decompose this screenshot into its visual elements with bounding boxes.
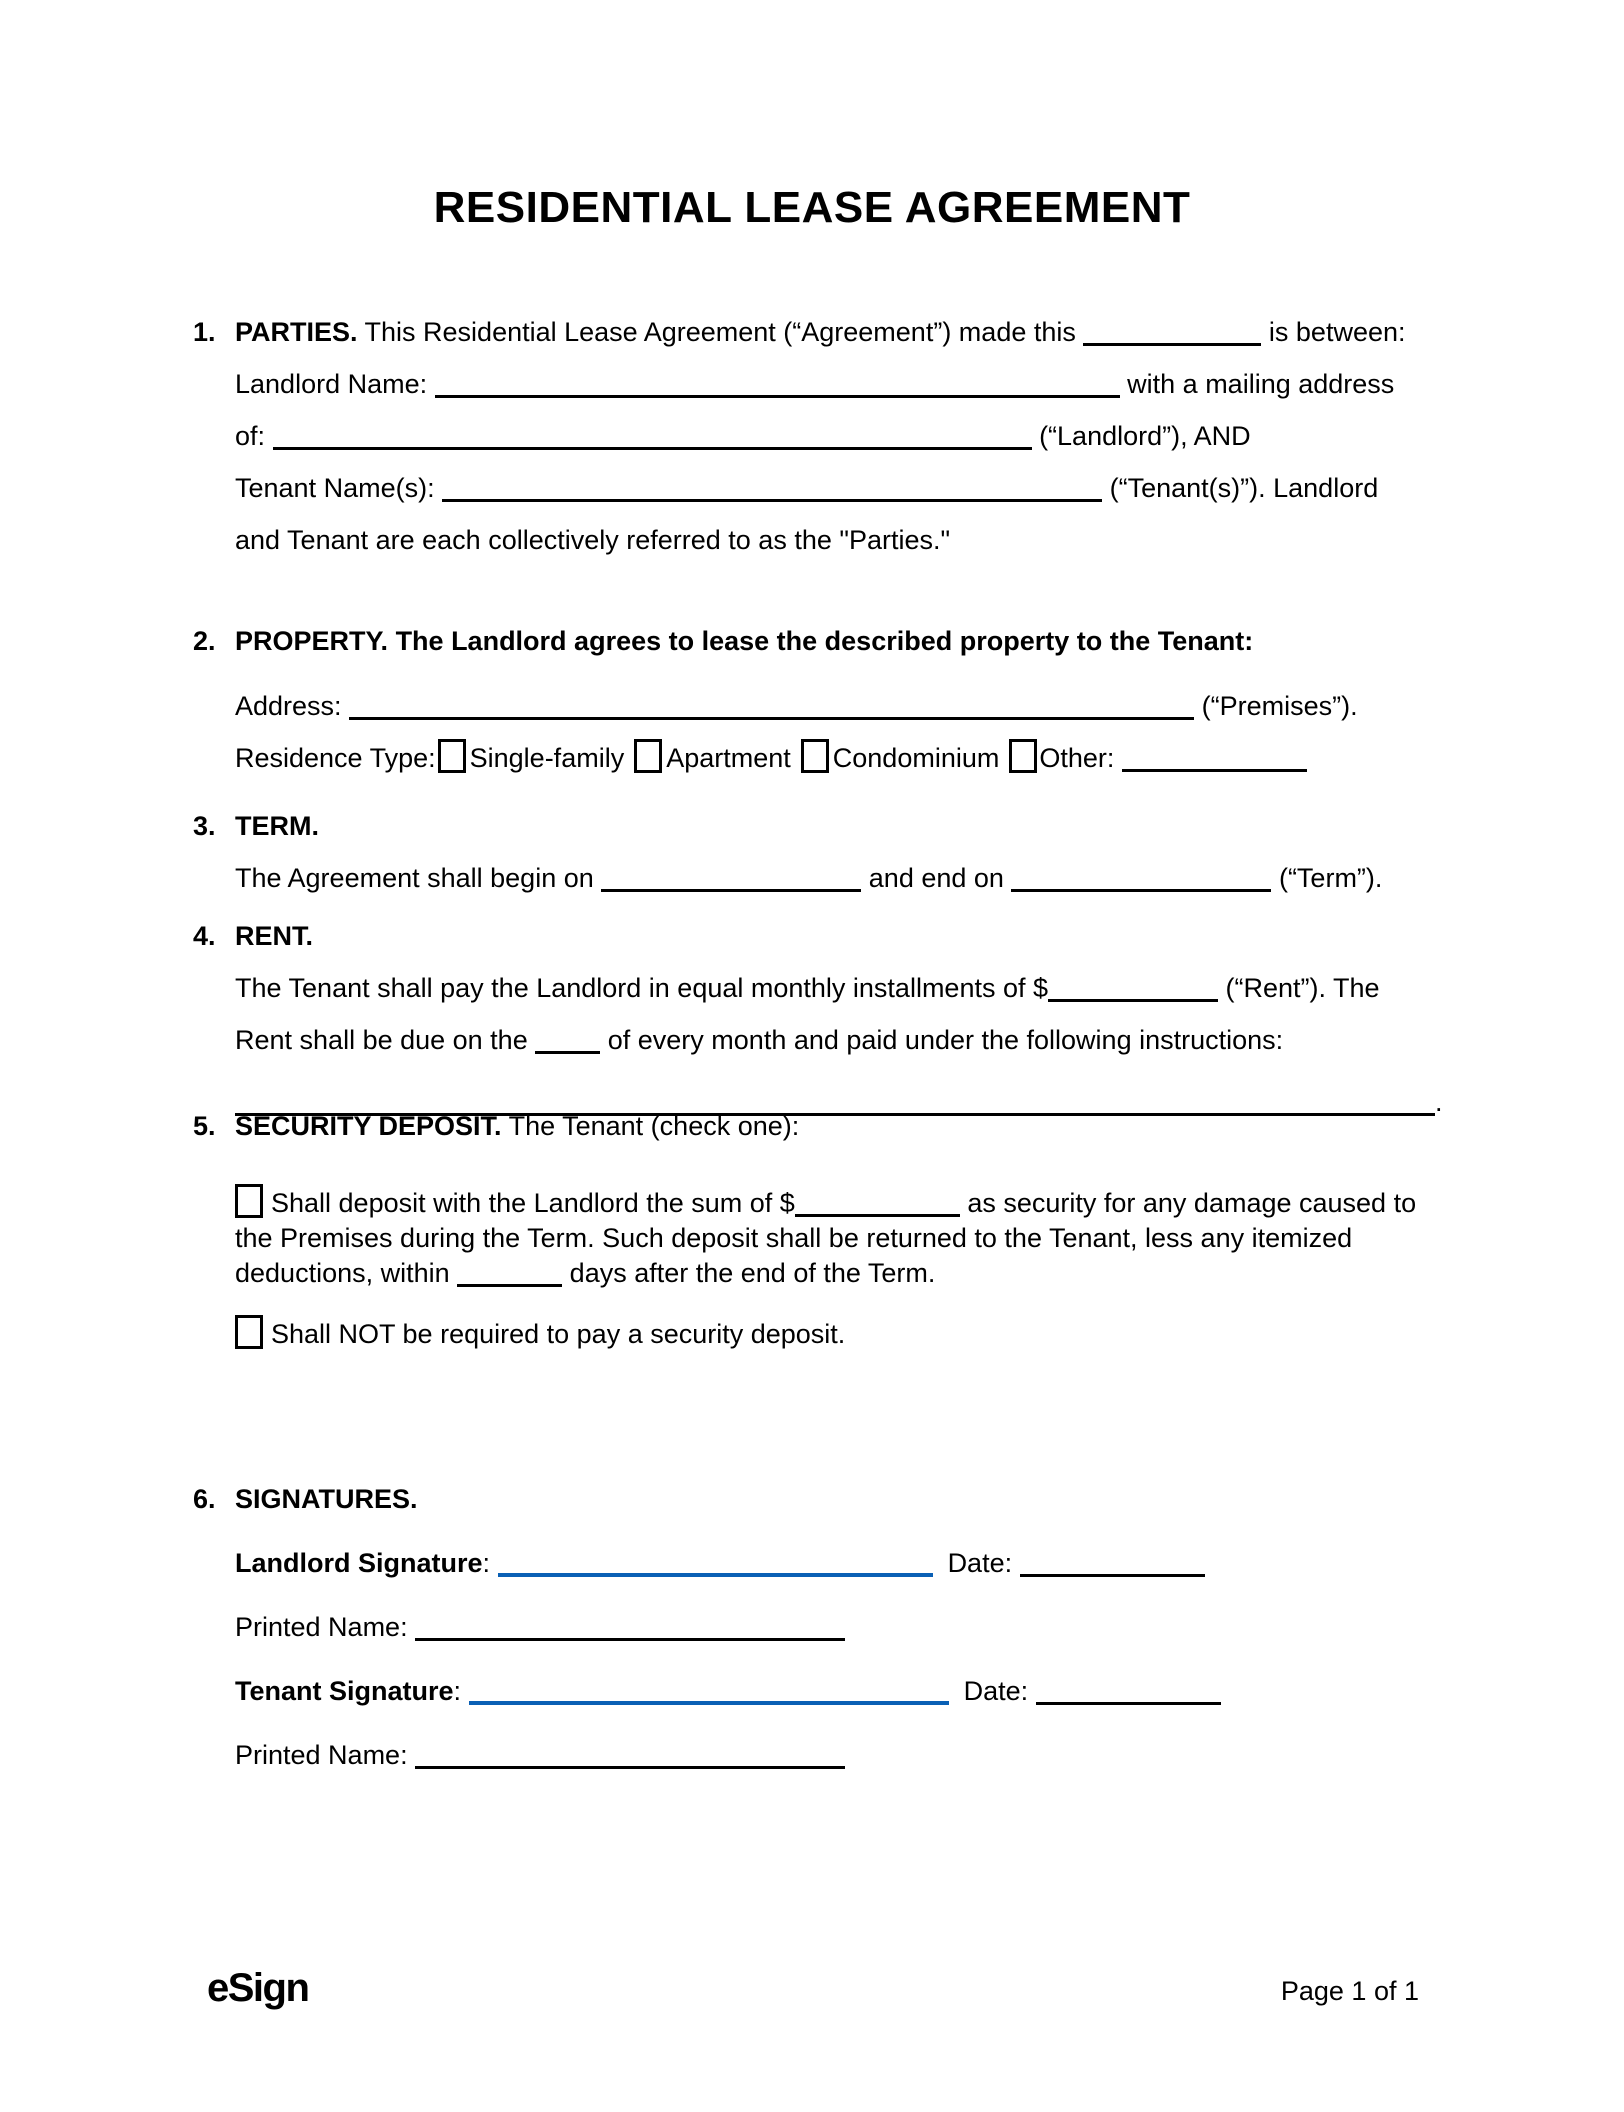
tenant-date-blank[interactable] bbox=[1036, 1676, 1221, 1705]
landlord-signature-label: Landlord Signature bbox=[235, 1548, 483, 1578]
term-line bbox=[235, 852, 1453, 904]
section-signatures bbox=[193, 1473, 1453, 1781]
label-colon: : bbox=[482, 1548, 491, 1578]
term-mid-text: and end on bbox=[868, 863, 1004, 893]
section-number: 5. bbox=[193, 1111, 216, 1141]
checkbox-apartment[interactable] bbox=[634, 739, 662, 773]
signatures-heading-line bbox=[193, 1473, 1453, 1525]
parties-intro-pre: This Residential Lease Agreement (“Agreement”) made this bbox=[364, 317, 1076, 347]
landlord-name-post: with a mailing address bbox=[1127, 369, 1395, 399]
document-title: RESIDENTIAL LEASE AGREEMENT bbox=[433, 183, 1191, 232]
rent-heading-line bbox=[193, 910, 1453, 962]
mailing-address-post: (“Landlord”), AND bbox=[1039, 421, 1251, 451]
tenant-signature-label: Tenant Signature bbox=[235, 1676, 454, 1706]
option-apartment-label: Apartment bbox=[666, 743, 791, 773]
tenant-signature-field[interactable] bbox=[469, 1675, 949, 1705]
section-heading: SIGNATURES. bbox=[235, 1484, 418, 1514]
property-address-line bbox=[235, 680, 1453, 732]
parties-line-3 bbox=[235, 410, 1453, 462]
landlord-signature-row bbox=[235, 1537, 1453, 1589]
property-heading-line bbox=[193, 615, 1453, 667]
section-rent bbox=[193, 910, 1453, 1128]
term-end-date-blank[interactable] bbox=[1011, 863, 1271, 892]
parties-intro-post: is between: bbox=[1268, 317, 1406, 347]
deposit-option-2 bbox=[235, 1315, 1453, 1352]
section-term bbox=[193, 800, 1453, 904]
rent-due-day-blank[interactable] bbox=[535, 1025, 600, 1054]
deposit-amount-blank[interactable] bbox=[795, 1188, 960, 1217]
date-label: Date: bbox=[947, 1548, 1013, 1578]
option-other-label: Other: bbox=[1039, 743, 1115, 773]
property-intro-text: The Landlord agrees to lease the described property to the Tenant: bbox=[395, 626, 1254, 656]
landlord-name-label: Landlord Name: bbox=[235, 369, 428, 399]
rent-amount-pre-text: The Tenant shall pay the Landlord in equal monthly installments of $ bbox=[235, 973, 1049, 1003]
mailing-address-label: of: bbox=[235, 421, 266, 451]
tenant-printed-name-blank[interactable] bbox=[415, 1740, 845, 1769]
tenant-name-label: Tenant Name(s): bbox=[235, 473, 435, 503]
rent-amount-post-text: (“Rent”). The bbox=[1225, 973, 1380, 1003]
checkbox-no-deposit[interactable] bbox=[235, 1315, 263, 1349]
section-heading: PARTIES. bbox=[235, 317, 358, 347]
other-residence-blank[interactable] bbox=[1122, 743, 1307, 772]
landlord-date-blank[interactable] bbox=[1020, 1548, 1205, 1577]
security-intro-text: The Tenant (check one): bbox=[508, 1111, 800, 1141]
section-number: 6. bbox=[193, 1484, 216, 1514]
parties-line-4 bbox=[235, 462, 1453, 514]
option-condominium-label: Condominium bbox=[832, 743, 1000, 773]
deposit-opt1-mid-text: as security for any damage caused to the Premises during the Term. Such deposit shall be returned to the Tenant, less any itemized deductions, within bbox=[235, 1188, 1417, 1288]
address-post: (“Premises”). bbox=[1201, 691, 1358, 721]
mailing-address-blank[interactable] bbox=[273, 421, 1032, 450]
tenant-name-blank[interactable] bbox=[442, 473, 1102, 502]
rent-due-post-text: of every month and paid under the following instructions: bbox=[607, 1025, 1284, 1055]
rent-due-pre-text: Rent shall be due on the bbox=[235, 1025, 528, 1055]
printed-name-label: Printed Name: bbox=[235, 1740, 408, 1770]
section-heading: TERM. bbox=[235, 811, 319, 841]
parties-closing-text: and Tenant are each collectively referred to as the "Parties." bbox=[235, 525, 951, 555]
checkbox-single-family[interactable] bbox=[438, 739, 466, 773]
printed-name-label: Printed Name: bbox=[235, 1612, 408, 1642]
security-heading-line bbox=[193, 1100, 1453, 1152]
section-security-deposit bbox=[193, 1100, 1453, 1352]
section-property bbox=[193, 615, 1453, 784]
section-number: 3. bbox=[193, 811, 216, 841]
option-single-family-label: Single-family bbox=[469, 743, 625, 773]
address-label: Address: bbox=[235, 691, 342, 721]
section-number: 4. bbox=[193, 921, 216, 951]
rent-amount-blank[interactable] bbox=[1048, 973, 1218, 1002]
residence-type-label: Residence Type: bbox=[235, 743, 436, 773]
instructions-period: . bbox=[1435, 1087, 1443, 1117]
page-number: Page 1 of 1 bbox=[1280, 1976, 1419, 2006]
checkbox-condominium[interactable] bbox=[801, 739, 829, 773]
date-label: Date: bbox=[963, 1676, 1029, 1706]
term-start-date-blank[interactable] bbox=[601, 863, 861, 892]
deposit-opt2-text: Shall NOT be required to pay a security deposit. bbox=[271, 1319, 846, 1349]
section-parties bbox=[193, 306, 1453, 566]
section-number: 2. bbox=[193, 626, 216, 656]
section-heading: PROPERTY. bbox=[235, 626, 389, 656]
checkbox-shall-deposit[interactable] bbox=[235, 1184, 263, 1218]
deposit-opt1-pre-text: Shall deposit with the Landlord the sum of $ bbox=[271, 1188, 795, 1218]
term-post-text: (“Term”). bbox=[1278, 863, 1383, 893]
deposit-option-1 bbox=[235, 1184, 1450, 1291]
landlord-printed-name-row bbox=[235, 1601, 1453, 1653]
deposit-opt1-post-text: days after the end of the Term. bbox=[569, 1258, 936, 1288]
parties-line-5 bbox=[235, 514, 1453, 566]
tenant-printed-name-row bbox=[235, 1729, 1453, 1781]
parties-line-1 bbox=[193, 306, 1453, 358]
address-blank[interactable] bbox=[349, 691, 1194, 720]
parties-line-2 bbox=[235, 358, 1453, 410]
deposit-days-blank[interactable] bbox=[457, 1258, 562, 1287]
rent-line-1 bbox=[235, 962, 1453, 1014]
term-pre-text: The Agreement shall begin on bbox=[235, 863, 594, 893]
label-colon: : bbox=[453, 1676, 462, 1706]
section-number: 1. bbox=[193, 317, 216, 347]
rent-line-2 bbox=[235, 1014, 1453, 1066]
landlord-signature-field[interactable] bbox=[498, 1547, 933, 1577]
landlord-printed-name-blank[interactable] bbox=[415, 1612, 845, 1641]
section-heading: SECURITY DEPOSIT. bbox=[235, 1111, 502, 1141]
residence-type-line bbox=[235, 732, 1453, 784]
landlord-name-blank[interactable] bbox=[435, 369, 1120, 398]
esign-logo: eSign bbox=[207, 1966, 309, 2010]
made-this-date-blank[interactable] bbox=[1083, 317, 1261, 346]
checkbox-other[interactable] bbox=[1009, 739, 1037, 773]
section-heading: RENT. bbox=[235, 921, 314, 951]
tenant-signature-row bbox=[235, 1665, 1453, 1717]
term-heading-line bbox=[193, 800, 1453, 852]
tenant-name-post: (“Tenant(s)”). Landlord bbox=[1109, 473, 1379, 503]
